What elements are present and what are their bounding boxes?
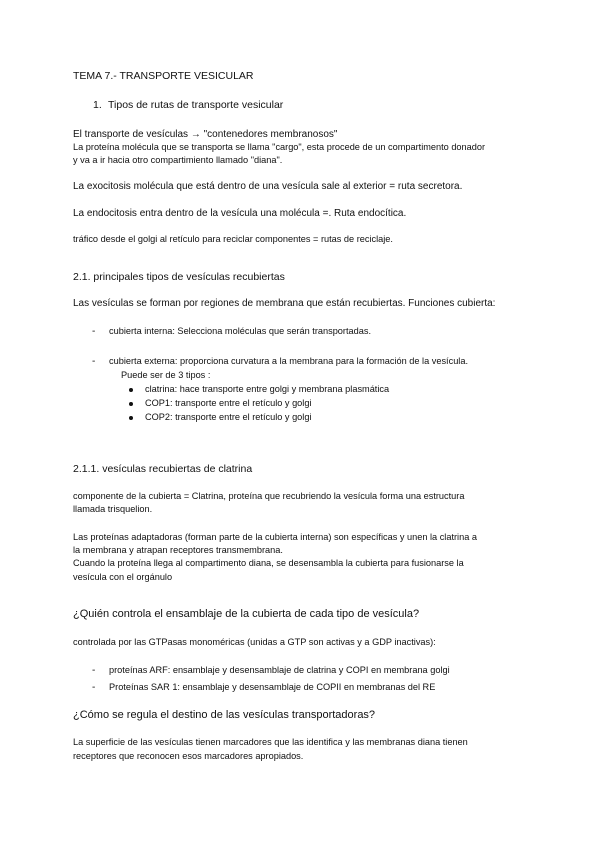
type-item-cop1: COP1: transporte entre el retículo y golgi [145,398,312,408]
sar1-item: Proteínas SAR 1: ensamblaje y desensamblaje de COPII en membranas del RE [109,682,436,692]
section-2-1-1-heading: 2.1.1. vesículas recubiertas de clatrina [73,463,253,475]
intro-line-1: El transporte de vesículas → "contenedores membranosos" [73,129,338,140]
list-dash: - [92,356,96,367]
section-2-1-intro: Las vesículas se forman por regiones de membrana que están recubiertas. Funciones cubierta: [73,298,496,309]
section-2-1-heading: 2.1. principales tipos de vesículas recubiertas [73,271,285,283]
question-ensamblaje: ¿Quién controla el ensamblaje de la cubierta de cada tipo de vesícula? [73,608,420,620]
gtpasas-paragraph: controlada por las GTPasas monoméricas (unidas a GTP son activas y a GDP inactivas): [73,637,436,647]
list-dash: - [92,326,96,337]
type-item-cop2: COP2: transporte entre el retículo y golgi [145,412,312,422]
intro-line-3: y va a ir hacia otro compartimiento llamado "diana". [73,155,283,165]
intro-line-2: La proteína molécula que se transporta se llama "cargo", esta procede de un compartimento donador [73,142,486,152]
question-destino: ¿Cómo se regula el destino de las vesículas transportadoras? [73,709,376,721]
cubierta-externa-item: cubierta externa: proporciona curvatura a la membrana para la formación de la vesícula. [109,356,469,366]
arf-item: proteínas ARF: ensamblaje y desensamblaje de clatrina y COPI en membrana golgi [109,665,450,675]
document-title: TEMA 7.- TRANSPORTE VESICULAR [73,70,254,82]
exocitosis-paragraph: La exocitosis molécula que está dentro de una vesícula sale al exterior = ruta secretora. [73,181,463,192]
section-1-number: 1. [93,99,102,111]
cubierta-interna-item: cubierta interna: Selecciona moléculas que serán transportadas. [109,326,371,336]
list-dash: - [92,665,96,676]
trafico-paragraph: tráfico desde el golgi al retículo para reciclar componentes = rutas de reciclaje. [73,234,393,244]
endocitosis-paragraph: La endocitosis entra dentro de la vesícula una molécula =. Ruta endocítica. [73,208,407,219]
list-dash: - [92,682,96,693]
bullet-icon [129,416,133,420]
marcadores-line-2: receptores que reconocen esos marcadores apropiados. [73,751,304,761]
adaptadoras-line-2: la membrana y atrapan receptores transmembrana. [73,545,283,555]
section-1-heading: Tipos de rutas de transporte vesicular [108,99,284,111]
type-item-clatrina: clatrina: hace transporte entre golgi y membrana plasmática [145,384,390,394]
adaptadoras-line-1: Las proteínas adaptadoras (forman parte de la cubierta interna) son específicas y unen la clatrina a [73,532,477,542]
adaptadoras-line-4: vesícula con el orgánulo [73,572,173,582]
bullet-icon [129,402,133,406]
clatrina-line-1: componente de la cubierta = Clatrina, proteína que recubriendo la vesícula forma una estructura [73,491,465,501]
adaptadoras-line-3: Cuando la proteína llega al compartimento diana, se desensambla la cubierta para fusionarse la [73,558,464,568]
marcadores-line-1: La superficie de las vesículas tienen marcadores que las identifica y las membranas diana tienen [73,737,468,747]
cubierta-externa-subline: Puede ser de 3 tipos : [121,370,211,380]
clatrina-line-2: llamada trisquelion. [73,504,153,514]
bullet-icon [129,388,133,392]
